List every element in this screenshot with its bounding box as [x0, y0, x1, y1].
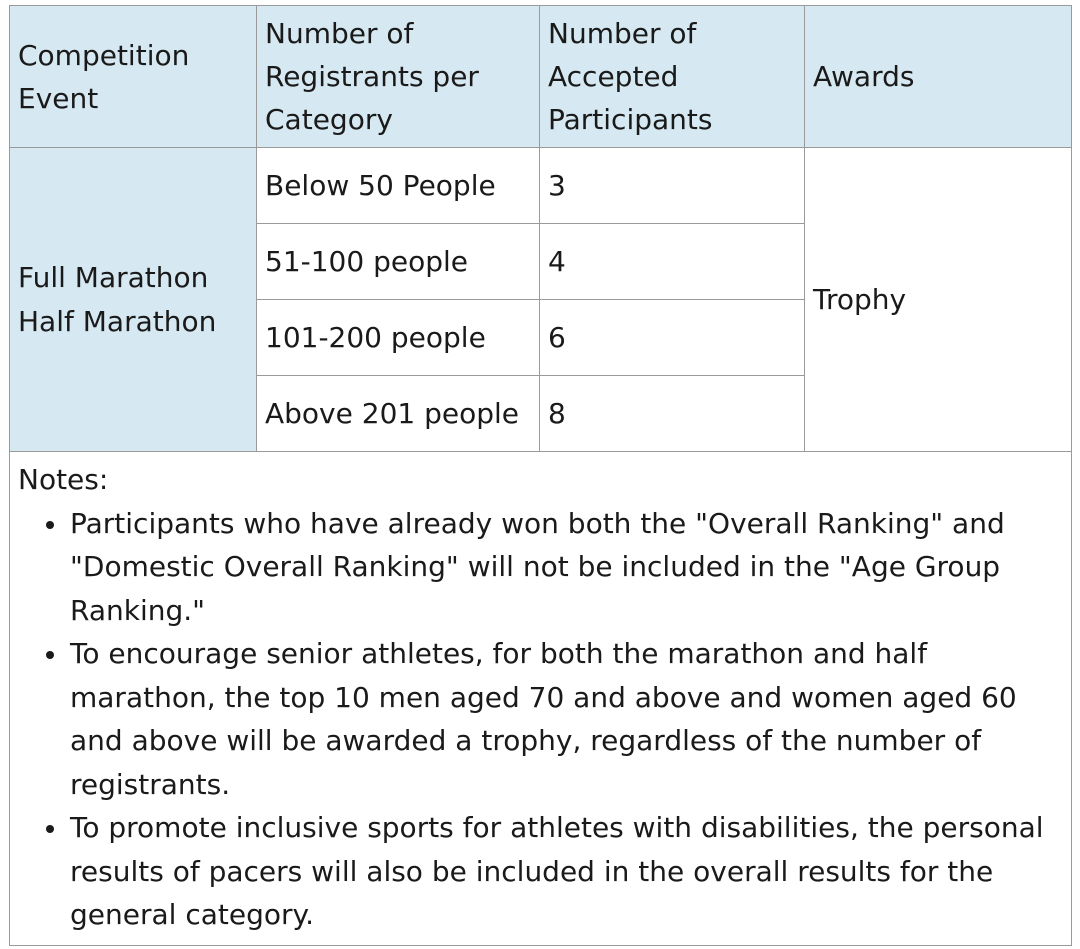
accepted-cell: 8 — [540, 376, 805, 452]
header-registrants-per-category: Number of Registrants per Category — [257, 6, 540, 148]
notes-list — [18, 502, 1063, 937]
registrants-cell: Above 201 people — [257, 376, 540, 452]
notes-row — [10, 452, 1072, 946]
awards-table — [9, 5, 1072, 946]
note-item: To encourage senior athletes, for both the marathon and half marathon, the top 10 men aged 70 and above and women aged 60 and above will be awarded a trophy, regardless of the number of registrants. — [70, 632, 1063, 806]
registrants-cell: 101-200 people — [257, 300, 540, 376]
registrants-cell: 51-100 people — [257, 224, 540, 300]
accepted-cell: 4 — [540, 224, 805, 300]
award-cell: Trophy — [805, 148, 1072, 452]
event-full-marathon: Full Marathon — [18, 260, 209, 294]
notes-cell — [10, 452, 1072, 946]
event-cell — [10, 148, 257, 452]
header-accepted-participants: Number of Accepted Participants — [540, 6, 805, 148]
header-competition-event: Competition Event — [10, 6, 257, 148]
event-half-marathon: Half Marathon — [18, 304, 217, 338]
registrants-cell: Below 50 People — [257, 148, 540, 224]
header-row — [10, 6, 1072, 148]
note-item: To promote inclusive sports for athletes with disabilities, the personal results of pacers will also be included in the overall results for the general category. — [70, 806, 1063, 937]
accepted-cell: 3 — [540, 148, 805, 224]
notes-title: Notes: — [18, 463, 109, 496]
accepted-cell: 6 — [540, 300, 805, 376]
table-row — [10, 148, 1072, 224]
note-item: Participants who have already won both the "Overall Ranking" and "Domestic Overall Ranking" will not be included in the "Age Group Ranking." — [70, 502, 1063, 633]
header-awards: Awards — [805, 6, 1072, 148]
